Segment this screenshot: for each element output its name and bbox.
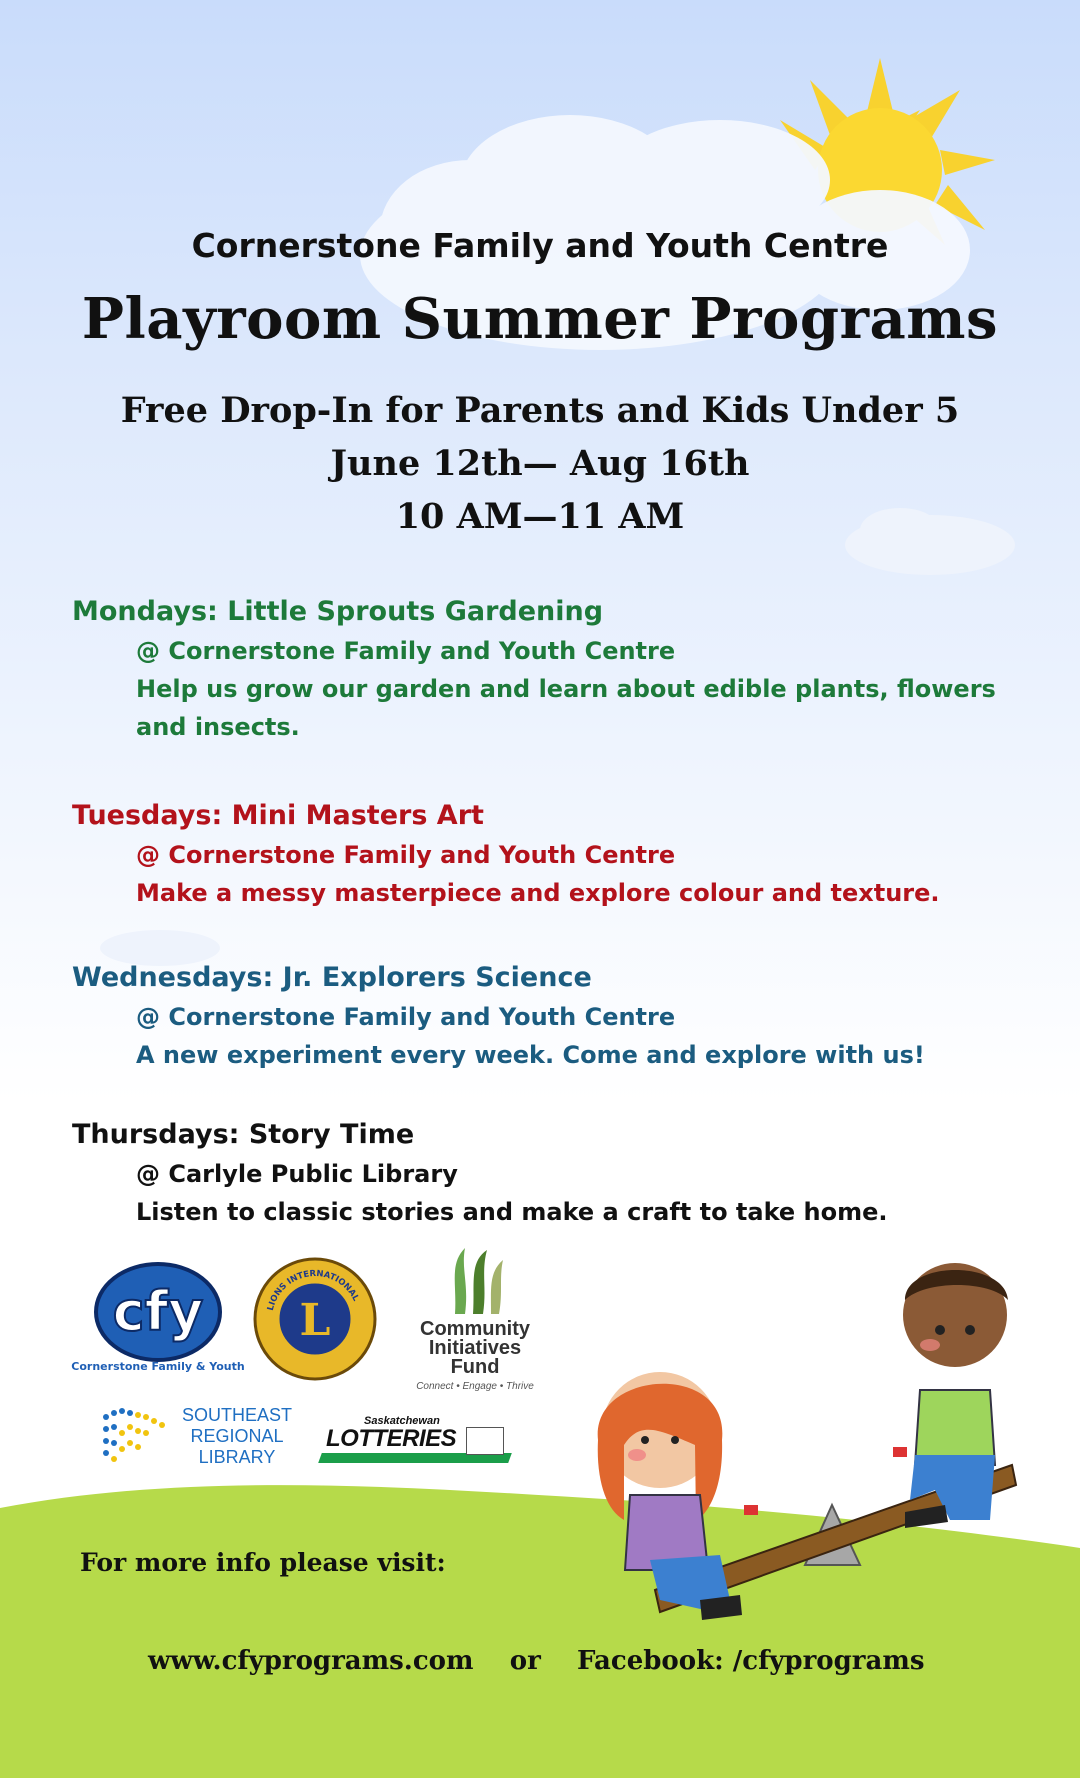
program-description: Listen to classic stories and make a craft to take home. [136,1198,888,1226]
program-times: 10 AM—11 AM [395,496,685,537]
footer-links: www.cfyprograms.com or Facebook: /cfyprograms [148,1646,925,1676]
library-line-3: LIBRARY [198,1447,276,1467]
program-location: @ Carlyle Public Library [136,1160,458,1188]
cif-line-2: Initiatives [428,1337,522,1359]
subtitle: Free Drop-In for Parents and Kids Under 5 [120,390,960,431]
lotteries-badge-icon [466,1427,504,1455]
program-dates: June 12th— Aug 16th [330,443,750,484]
svg-text:cfy: cfy [112,1280,204,1343]
cif-line-1: Community [420,1318,530,1340]
program-day: Mondays: Little Sprouts Gardening [72,596,604,627]
cfy-logo-text: Cornerstone Family & Youth [71,1360,245,1373]
program-day: Wednesdays: Jr. Explorers Science [72,962,592,993]
program-day: Thursdays: Story Time [72,1119,415,1150]
cif-line-3: Fund [450,1356,500,1378]
library-line-2: REGIONAL [190,1426,284,1446]
program-location: @ Cornerstone Family and Youth Centre [136,841,676,869]
page-title: Playroom Summer Programs [81,286,999,352]
community-initiatives-fund-logo [410,1244,540,1399]
program-day: Tuesdays: Mini Masters Art [72,800,484,831]
program-description: A new experiment every week. Come and explore with us! [136,1041,925,1069]
cif-tagline: Connect • Engage • Thrive [416,1381,534,1392]
organization-name: Cornerstone Family and Youth Centre [191,226,889,265]
lotteries-small-text: Saskatchewan [364,1415,440,1427]
lions-logo [250,1253,380,1386]
lotteries-main-text: LOTTERIES [326,1425,457,1452]
program-location: @ Cornerstone Family and Youth Centre [136,1003,676,1031]
program-thursday [72,1115,1032,1231]
cfy-logo [71,1252,245,1377]
svg-text:L: L [299,1295,331,1346]
program-tuesday [72,796,1032,912]
program-wednesday [72,958,1032,1074]
program-description: Help us grow our garden and learn about edible plants, flowers and insects. [136,675,996,741]
southeast-regional-library-logo [96,1403,296,1473]
program-location: @ Cornerstone Family and Youth Centre [136,637,676,665]
footer-label: For more info please visit: [80,1548,446,1577]
library-line-1: SOUTHEAST [182,1405,293,1425]
lions-logo-text: LIONS INTERNATIONAL [265,1268,361,1312]
saskatchewan-lotteries-logo [320,1415,515,1467]
program-description: Make a messy masterpiece and explore colour and texture. [136,879,940,907]
program-monday [72,592,1032,746]
grass-hill [0,1485,1080,1778]
